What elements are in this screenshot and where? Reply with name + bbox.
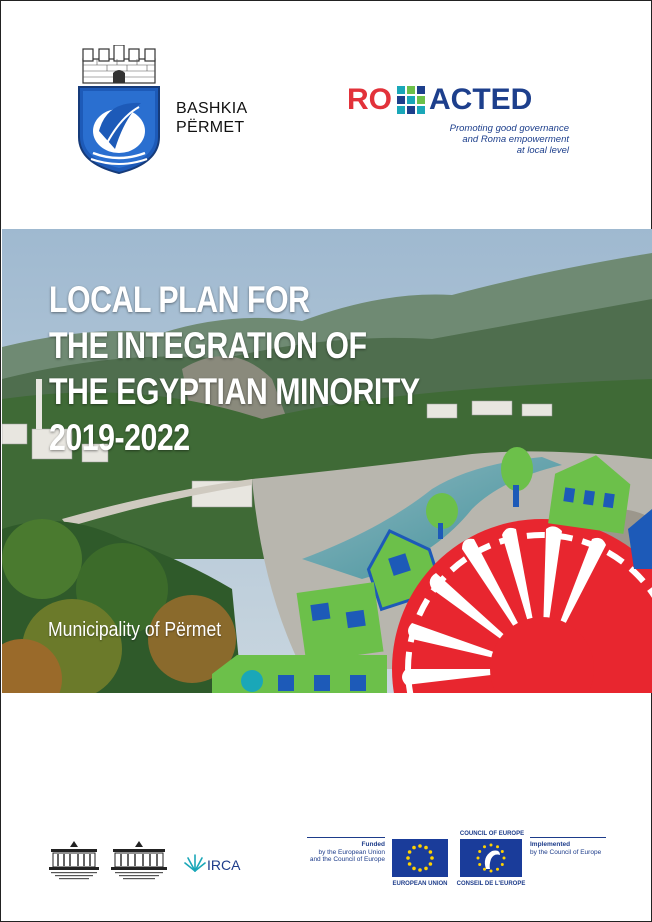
romacted-tagline (429, 123, 569, 156)
municipality-name-line2: PËRMET (176, 119, 245, 136)
funded-line3: and the Council of Europe (309, 856, 385, 863)
romacted-part1: RO (347, 83, 392, 116)
irca-logo (183, 853, 263, 877)
tagline-line3: at local level (516, 145, 569, 156)
implemented-by-text (530, 841, 610, 856)
funded-line2: by the European Union (318, 848, 385, 856)
coe-top-label: COUNCIL OF EUROPE (459, 831, 525, 837)
romacted-logo (347, 83, 567, 163)
funded-line1: Funded (361, 841, 385, 848)
eu-label: EUROPEAN UNION (392, 881, 448, 887)
cover-title-line2: THE INTEGRATION OF (49, 325, 367, 366)
irca-fan-icon (183, 853, 207, 873)
municipality-name-line1: BASHKIA (176, 100, 248, 117)
cover-title-line3: THE EGYPTIAN MINORITY (49, 371, 420, 412)
tagline-line2: and Roma empowerment (462, 134, 569, 145)
romacted-part2: ACTED (429, 83, 533, 116)
ministry-seal-2-logo (109, 841, 169, 881)
bashkia-permet-coat-of-arms (77, 45, 161, 175)
implemented-line2: by the Council of Europe (530, 848, 602, 856)
irca-label: IRCA (207, 857, 241, 873)
funded-rule (307, 837, 385, 838)
implemented-rule (530, 837, 606, 838)
implemented-line1: Implemented (530, 841, 571, 848)
council-of-europe-flag-icon (460, 839, 522, 877)
cover-title-line1: LOCAL PLAN FOR (49, 279, 310, 320)
romacted-m-mosaic-icon (397, 86, 427, 114)
cover-title (49, 277, 420, 461)
cover-title-line4: 2019-2022 (49, 417, 190, 458)
municipality-name (176, 99, 247, 137)
ministry-seal-1-logo (47, 841, 101, 881)
eu-flag-icon (392, 839, 448, 877)
cover-subtitle: Municipality of Përmet (48, 619, 222, 641)
funded-by-text (307, 841, 385, 864)
coe-bottom-label: CONSEIL DE L'EUROPE (456, 881, 526, 887)
tagline-line1: Promoting good governance (449, 123, 569, 134)
